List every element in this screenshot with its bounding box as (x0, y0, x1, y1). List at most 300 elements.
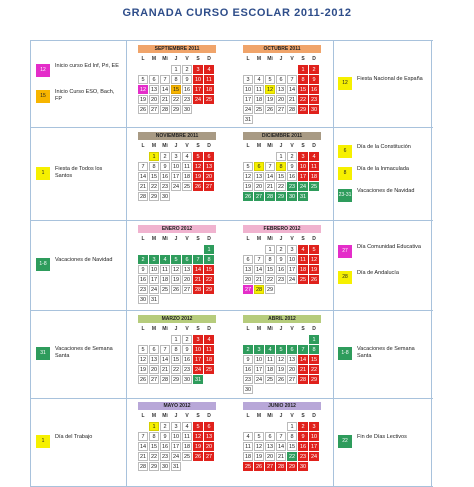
day-cell: 5 (254, 432, 264, 441)
empty-cell (243, 335, 253, 344)
weekday-label: S (301, 236, 305, 242)
day-cell: 20 (244, 277, 252, 283)
day-cell: 23 (299, 454, 307, 460)
day-cell: 23 (288, 184, 296, 190)
day-cell: 28 (266, 194, 274, 200)
day-cell: 8 (276, 162, 286, 171)
day-cell: 31 (194, 377, 202, 383)
day-cell: 5 (171, 255, 181, 264)
day-cell: 29 (277, 194, 285, 200)
day-cell: 2 (298, 422, 308, 431)
day-cell: 15 (205, 267, 213, 273)
day-cell: 15 (150, 444, 158, 450)
weekday-label: J (174, 56, 178, 62)
day-cell: 6 (276, 75, 286, 84)
day-cell: 29 (172, 377, 180, 383)
day-cell: 18 (310, 174, 318, 180)
month-calendar (243, 402, 321, 471)
day-cell: 11 (204, 345, 214, 354)
day-cell: 17 (150, 277, 158, 283)
day-cell: 11 (298, 255, 308, 264)
legend-swatch: 1-8 (36, 258, 50, 271)
day-cell: 5 (138, 75, 148, 84)
day-cell: 29 (205, 287, 213, 293)
day-cell: 4 (182, 422, 192, 431)
weekday-label: L (246, 413, 250, 419)
day-cell: 29 (172, 107, 180, 113)
weekday-label: S (301, 143, 305, 149)
day-cell: 2 (276, 245, 286, 254)
weekday-header (138, 236, 216, 243)
day-cell: 17 (194, 357, 202, 363)
day-cell: 13 (255, 174, 263, 180)
empty-cell (138, 245, 148, 254)
day-cell: 30 (139, 297, 147, 303)
day-cell: 22 (150, 184, 158, 190)
day-cell: 16 (161, 174, 169, 180)
day-cell: 22 (288, 454, 296, 460)
weekday-label: D (312, 326, 316, 332)
day-cell: 6 (204, 422, 214, 431)
weekday-label: J (174, 236, 178, 242)
weekday-label: S (301, 56, 305, 62)
day-cell: 4 (182, 152, 192, 161)
weekday-header (243, 326, 321, 333)
row-divider (31, 220, 433, 221)
day-cell: 9 (138, 265, 148, 274)
day-cell: 26 (255, 464, 263, 470)
day-cell: 24 (194, 97, 202, 103)
legend-text: Inicio Curso ESO, Bach, FP (55, 88, 115, 102)
day-cell: 28 (161, 107, 169, 113)
day-cell: 6 (265, 432, 275, 441)
day-cell: 20 (266, 454, 274, 460)
weekday-label: J (279, 413, 283, 419)
empty-cell (287, 335, 297, 344)
day-cell: 21 (139, 184, 147, 190)
weekday-label: J (174, 413, 178, 419)
weekday-label: M (256, 413, 262, 419)
day-cell: 3 (287, 245, 297, 254)
day-cell: 2 (160, 152, 170, 161)
weekday-label: L (246, 143, 250, 149)
day-cell: 9 (182, 75, 192, 84)
weekday-label: S (196, 56, 200, 62)
legend-swatch: 15 (36, 90, 50, 103)
month-header: ABRIL 2012 (243, 315, 321, 323)
weekday-label: V (185, 143, 189, 149)
weekday-label: M (151, 56, 157, 62)
empty-cell (160, 335, 170, 344)
day-cell: 16 (183, 87, 191, 93)
legend-swatch: 28 (338, 271, 352, 284)
day-cell: 8 (204, 255, 214, 264)
legend-swatch: 1 (36, 167, 50, 180)
weekday-label: L (141, 326, 145, 332)
day-cell: 8 (309, 345, 319, 354)
day-cell: 31 (244, 117, 252, 123)
empty-cell (265, 422, 275, 431)
day-cell: 14 (194, 267, 202, 273)
day-cell: 14 (161, 87, 169, 93)
day-cell: 12 (139, 357, 147, 363)
day-cell: 4 (254, 75, 264, 84)
weekday-label: Mi (267, 413, 273, 419)
weekday-label: J (279, 143, 283, 149)
day-cell: 15 (150, 174, 158, 180)
month-calendar (138, 402, 216, 471)
legend-text: Vacaciones de Semana Santa (357, 346, 415, 359)
weekday-label: J (279, 326, 283, 332)
legend-text: Fin de Días Lectivos (357, 434, 407, 440)
legend-swatch: 8 (338, 167, 352, 180)
weekday-header (243, 236, 321, 243)
day-cell: 25 (183, 454, 191, 460)
day-cell: 15 (299, 87, 307, 93)
day-cell: 7 (160, 345, 170, 354)
day-cell: 22 (310, 367, 318, 373)
day-cell: 6 (149, 345, 159, 354)
month-calendar (243, 225, 321, 294)
empty-cell (149, 65, 159, 74)
weekday-label: D (207, 143, 211, 149)
day-cell: 6 (182, 255, 192, 264)
legend-text: Inicio curso Ed Inf, Pri, EE (55, 62, 119, 69)
day-cell: 5 (193, 152, 203, 161)
day-cell: 5 (265, 75, 275, 84)
day-cell: 1 (287, 422, 297, 431)
day-cell: 18 (205, 87, 213, 93)
day-cell: 16 (161, 444, 169, 450)
day-cell: 29 (288, 464, 296, 470)
day-cell: 13 (205, 164, 213, 170)
day-cell: 31 (172, 464, 180, 470)
empty-cell (254, 422, 264, 431)
day-cell: 12 (194, 434, 202, 440)
weekday-label: V (290, 143, 294, 149)
day-cell: 4 (309, 152, 319, 161)
day-cell: 11 (182, 162, 192, 171)
day-cell: 9 (182, 345, 192, 354)
weekday-label: Mi (162, 236, 168, 242)
empty-cell (149, 245, 159, 254)
empty-cell (265, 65, 275, 74)
page-title: GRANADA CURSO ESCOLAR 2011-2012 (122, 7, 352, 19)
day-cell: 17 (255, 367, 263, 373)
day-cell: 10 (255, 357, 263, 363)
day-cell: 18 (244, 454, 252, 460)
day-cell: 7 (298, 345, 308, 354)
day-cell: 26 (194, 184, 202, 190)
day-cell: 21 (288, 97, 296, 103)
day-cell: 20 (277, 97, 285, 103)
day-cell: 9 (160, 162, 170, 171)
row-divider (31, 127, 433, 128)
day-cell: 12 (194, 164, 202, 170)
day-cell: 27 (255, 194, 263, 200)
month-header: FEBRERO 2012 (243, 225, 321, 233)
day-cell: 25 (205, 367, 213, 373)
weekday-label: M (256, 236, 262, 242)
weekday-label: M (256, 56, 262, 62)
weekday-header (243, 56, 321, 63)
day-cell: 23 (183, 367, 191, 373)
day-cell: 24 (172, 454, 180, 460)
day-cell: 2 (243, 345, 253, 354)
day-cell: 14 (299, 357, 307, 363)
weekday-label: Mi (162, 413, 168, 419)
day-cell: 18 (255, 97, 263, 103)
day-cell: 7 (138, 432, 148, 441)
weekday-label: Mi (267, 56, 273, 62)
day-cell: 4 (265, 345, 275, 354)
day-cell: 25 (255, 107, 263, 113)
day-cell: 16 (310, 87, 318, 93)
empty-cell (265, 152, 275, 161)
row-divider (31, 310, 433, 311)
weekday-label: D (207, 326, 211, 332)
day-cell: 27 (150, 107, 158, 113)
legend-text: Vacaciones de Semana Santa (55, 346, 113, 359)
day-cell: 13 (288, 357, 296, 363)
day-cell: 10 (299, 164, 307, 170)
weekday-label: S (196, 413, 200, 419)
empty-cell (193, 245, 203, 254)
day-cell: 27 (205, 184, 213, 190)
day-cell: 30 (161, 194, 169, 200)
day-cell: 19 (255, 454, 263, 460)
day-cell: 10 (244, 87, 252, 93)
day-cell: 1 (204, 245, 214, 254)
day-cell: 20 (150, 97, 158, 103)
weekday-label: M (151, 236, 157, 242)
day-cell: 30 (299, 464, 307, 470)
day-cell: 23 (139, 287, 147, 293)
day-cell: 3 (243, 75, 253, 84)
day-cell: 14 (266, 174, 274, 180)
day-cell: 26 (277, 377, 285, 383)
day-cell: 7 (193, 255, 203, 264)
weekday-label: D (312, 143, 316, 149)
day-cell: 5 (276, 345, 286, 354)
weekday-label: Mi (267, 236, 273, 242)
month-header: SEPTIEMBRE 2011 (138, 45, 216, 53)
day-cell: 11 (243, 442, 253, 451)
weekday-label: V (290, 236, 294, 242)
weekday-header (138, 56, 216, 63)
legend-swatch: 12 (338, 77, 352, 90)
day-cell: 11 (254, 85, 264, 94)
column-divider (333, 40, 334, 487)
day-grid (243, 422, 321, 471)
empty-cell (160, 245, 170, 254)
weekday-label: L (141, 56, 145, 62)
month-header: DICIEMBRE 2011 (243, 132, 321, 140)
day-cell: 23 (277, 277, 285, 283)
day-cell: 12 (244, 174, 252, 180)
month-calendar (243, 45, 321, 124)
day-cell: 21 (266, 184, 274, 190)
day-cell: 5 (138, 345, 148, 354)
legend-text: Día de la Inmaculada (357, 165, 409, 172)
weekday-label: J (174, 326, 178, 332)
day-cell: 21 (299, 367, 307, 373)
day-cell: 26 (172, 287, 180, 293)
weekday-label: V (185, 236, 189, 242)
day-cell: 9 (298, 432, 308, 441)
empty-cell (138, 335, 148, 344)
day-cell: 19 (266, 97, 274, 103)
day-cell: 16 (139, 277, 147, 283)
weekday-label: V (290, 413, 294, 419)
day-cell: 19 (194, 174, 202, 180)
day-cell: 15 (266, 267, 274, 273)
legend-swatch: 1 (36, 435, 50, 448)
weekday-label: L (141, 236, 145, 242)
day-cell: 2 (182, 65, 192, 74)
weekday-header (138, 326, 216, 333)
weekday-label: Mi (162, 143, 168, 149)
day-cell: 26 (310, 277, 318, 283)
month-calendar (138, 45, 216, 114)
day-cell: 10 (194, 347, 202, 353)
day-cell: 18 (299, 267, 307, 273)
empty-cell (182, 245, 192, 254)
empty-cell (298, 335, 308, 344)
day-cell: 28 (288, 107, 296, 113)
legend-swatch: 27 (338, 245, 352, 258)
day-cell: 26 (139, 377, 147, 383)
day-cell: 23 (183, 97, 191, 103)
day-cell: 5 (193, 422, 203, 431)
empty-cell (265, 335, 275, 344)
day-cell: 4 (160, 255, 170, 264)
day-cell: 18 (183, 444, 191, 450)
weekday-label: D (312, 236, 316, 242)
day-cell: 18 (183, 174, 191, 180)
day-cell: 28 (299, 377, 307, 383)
day-cell: 10 (172, 164, 180, 170)
day-cell: 26 (139, 107, 147, 113)
empty-cell (243, 65, 253, 74)
day-cell: 7 (265, 162, 275, 171)
month-header: JUNIO 2012 (243, 402, 321, 410)
empty-cell (138, 152, 148, 161)
day-grid (243, 65, 321, 124)
day-cell: 24 (150, 287, 158, 293)
day-cell: 17 (172, 444, 180, 450)
day-cell: 18 (266, 367, 274, 373)
day-cell: 28 (277, 464, 285, 470)
day-cell: 21 (255, 277, 263, 283)
weekday-label: L (141, 143, 145, 149)
legend-swatch: 31 (36, 347, 50, 360)
day-cell: 12 (172, 267, 180, 273)
day-cell: 2 (182, 335, 192, 344)
day-cell: 11 (204, 75, 214, 84)
day-cell: 12 (310, 257, 318, 263)
legend-text: Día Comunidad Educativa (357, 244, 421, 250)
day-cell: 15 (310, 357, 318, 363)
day-cell: 30 (288, 194, 296, 200)
day-cell: 14 (288, 87, 296, 93)
day-cell: 10 (150, 267, 158, 273)
day-cell: 22 (172, 97, 180, 103)
day-cell: 20 (205, 174, 213, 180)
calendar-table (30, 40, 432, 487)
day-cell: 1 (265, 245, 275, 254)
day-grid (243, 335, 321, 394)
day-cell: 19 (277, 367, 285, 373)
empty-cell (243, 152, 253, 161)
legend-swatch: 22 (338, 435, 352, 448)
day-cell: 30 (310, 107, 318, 113)
weekday-label: V (185, 413, 189, 419)
weekday-label: D (207, 236, 211, 242)
month-calendar (138, 132, 216, 201)
day-cell: 19 (139, 367, 147, 373)
legend-text: Día de la Constitución (357, 143, 411, 150)
day-cell: 28 (194, 287, 202, 293)
empty-cell (254, 245, 264, 254)
day-grid (138, 152, 216, 201)
day-cell: 21 (161, 97, 169, 103)
weekday-label: L (246, 236, 250, 242)
day-cell: 8 (265, 255, 275, 264)
day-cell: 30 (183, 107, 191, 113)
day-cell: 25 (161, 287, 169, 293)
day-cell: 27 (205, 454, 213, 460)
day-cell: 25 (244, 464, 252, 470)
day-cell: 9 (276, 255, 286, 264)
day-cell: 3 (193, 335, 203, 344)
empty-cell (276, 335, 286, 344)
weekday-header (243, 413, 321, 420)
month-header: NOVIEMBRE 2011 (138, 132, 216, 140)
row-divider (31, 40, 433, 41)
day-cell: 14 (255, 267, 263, 273)
day-cell: 1 (171, 65, 181, 74)
weekday-label: M (256, 143, 262, 149)
day-cell: 30 (183, 377, 191, 383)
day-cell: 2 (160, 422, 170, 431)
weekday-label: D (312, 56, 316, 62)
weekday-label: M (151, 326, 157, 332)
weekday-label: D (312, 413, 316, 419)
weekday-label: Mi (267, 143, 273, 149)
weekday-header (138, 413, 216, 420)
weekday-label: M (151, 143, 157, 149)
empty-cell (138, 422, 148, 431)
day-cell: 1 (171, 335, 181, 344)
day-cell: 28 (161, 377, 169, 383)
day-cell: 27 (244, 287, 252, 293)
day-cell: 27 (277, 107, 285, 113)
day-cell: 20 (183, 277, 191, 283)
legend-swatch: 23-31 (338, 189, 352, 202)
day-cell: 10 (288, 257, 296, 263)
day-cell: 30 (161, 464, 169, 470)
day-cell: 22 (150, 454, 158, 460)
day-cell: 13 (277, 87, 285, 93)
day-cell: 14 (277, 444, 285, 450)
day-cell: 25 (205, 97, 213, 103)
day-cell: 10 (310, 434, 318, 440)
month-header: MAYO 2012 (138, 402, 216, 410)
empty-cell (254, 152, 264, 161)
day-cell: 20 (288, 367, 296, 373)
day-cell: 17 (299, 174, 307, 180)
